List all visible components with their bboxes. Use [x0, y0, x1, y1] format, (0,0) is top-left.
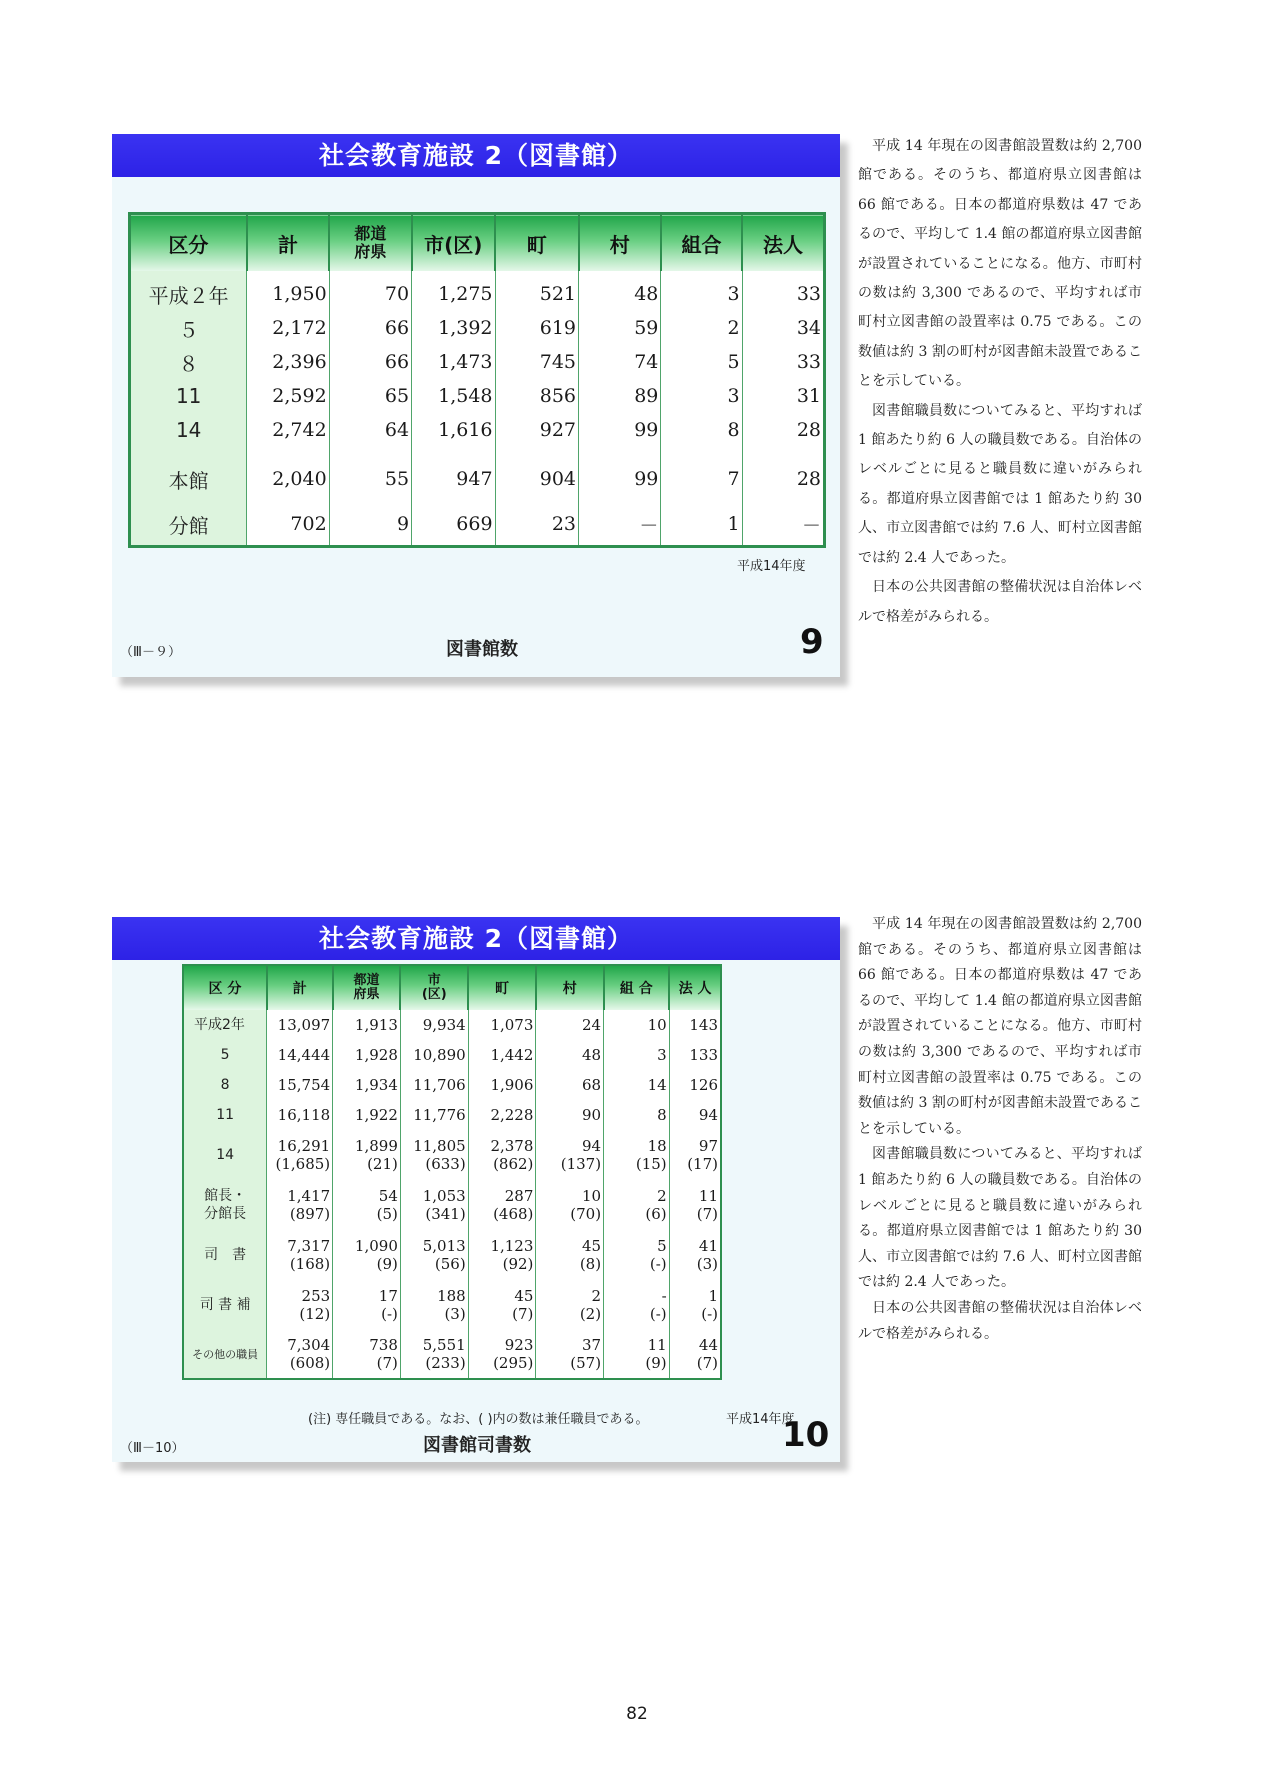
cell-full-time: 7,317: [287, 1237, 331, 1255]
cell-full-time: 16,291: [277, 1137, 331, 1155]
cell-union: 3: [661, 379, 742, 413]
cell-full-time: 287: [504, 1187, 534, 1205]
header-row: [183, 965, 721, 1010]
header-city: [400, 965, 468, 1010]
cell-town: 927: [495, 413, 578, 447]
commentary-paragraph: 図書館職員数についてみると、平均すれば 1 館あたり約 6 人の職員数である。自治体のレベルごとに見ると職員数に違いがみられる。都道府県立図書館では 1 館あたり約 30 人、市立図書館では約 7.6 人、町村立図書館では約 2.4 人であった。: [858, 402, 1142, 566]
cell-union: [604, 1230, 670, 1280]
cell-part-time: (5): [376, 1205, 398, 1223]
cell-full-time: 1,123: [490, 1237, 534, 1255]
cell-total: 2,742: [247, 413, 329, 447]
cell-union: 8: [604, 1100, 670, 1130]
row-label: 8: [183, 1070, 267, 1100]
cell-prefecture: 70: [329, 271, 411, 311]
cell-part-time: (56): [434, 1255, 466, 1273]
library-count-table: [128, 212, 826, 548]
row-label: 11: [130, 379, 247, 413]
table-row: [183, 1280, 721, 1330]
cell-union: [604, 1180, 670, 1230]
cell-corporation: [669, 1180, 721, 1230]
cell-part-time: (7): [696, 1354, 718, 1372]
cell-prefecture: 1,928: [333, 1040, 401, 1070]
header-city-line2: (区): [421, 987, 447, 1002]
cell-city: 947: [412, 447, 495, 503]
cell-union: [604, 1330, 670, 1379]
commentary-1: [858, 132, 1142, 632]
section-number: （Ⅲ－９）: [120, 645, 181, 660]
cell-city: 669: [412, 503, 495, 547]
cell-full-time: 11,805: [413, 1137, 466, 1155]
cell-village: 89: [579, 379, 661, 413]
cell-prefecture: [333, 1180, 401, 1230]
cell-village: 48: [536, 1040, 604, 1070]
header-prefecture-line2: 府県: [353, 987, 380, 1002]
cell-town: [468, 1280, 536, 1330]
cell-part-time: (70): [570, 1205, 602, 1223]
table-row: [130, 311, 825, 345]
cell-full-time: 54: [378, 1187, 398, 1205]
cell-full-time: 18: [647, 1137, 667, 1155]
commentary-paragraph: 図書館職員数についてみると、平均すれば 1 館あたり約 6 人の職員数である。自治体のレベルごとに見ると職員数に違いがみられる。都道府県立図書館では 1 館あたり約 30 人、市立図書館では約 7.6 人、町村立図書館では約 2.4 人であった。: [858, 1146, 1142, 1291]
slide-title: 社会教育施設 2（図書館）: [112, 917, 840, 960]
table-row: [130, 447, 825, 503]
table-row: [130, 503, 825, 547]
cell-total: 2,040: [247, 447, 329, 503]
row-label: 司 書: [183, 1230, 267, 1280]
cell-part-time: (468): [493, 1205, 534, 1223]
header-prefecture: [329, 214, 411, 272]
header-category: 区分: [130, 214, 247, 272]
slide-caption: 図書館司書数: [423, 1435, 531, 1456]
table-row: [183, 1070, 721, 1100]
cell-town: [468, 1330, 536, 1379]
header-city-line1: 市: [427, 973, 441, 988]
cell-part-time: (-): [701, 1305, 718, 1323]
row-label: 本館: [130, 447, 247, 503]
cell-full-time: 1,899: [354, 1137, 398, 1155]
cell-union: 14: [604, 1070, 670, 1100]
header-category: 区 分: [183, 965, 267, 1010]
cell-corporation: [669, 1280, 721, 1330]
cell-part-time: (21): [367, 1155, 398, 1173]
cell-prefecture: [333, 1330, 401, 1379]
table-row: [183, 1010, 721, 1040]
cell-part-time: (7): [376, 1354, 398, 1372]
cell-full-time: 1,053: [422, 1187, 466, 1205]
cell-city: 1,548: [412, 379, 495, 413]
cell-part-time: (12): [299, 1305, 331, 1323]
cell-union: 1: [661, 503, 742, 547]
cell-full-time: 37: [581, 1336, 602, 1354]
cell-city: 11,776: [400, 1100, 468, 1130]
cell-corporation: 31: [796, 385, 821, 407]
cell-corporation: [669, 1230, 721, 1280]
cell-corporation: 126: [689, 1076, 718, 1094]
row-label: 14: [183, 1130, 267, 1180]
cell-corporation: 33: [796, 351, 821, 373]
cell-part-time: (-): [649, 1255, 667, 1273]
header-prefecture-line1: 都道: [354, 224, 387, 243]
cell-town: [468, 1230, 536, 1280]
cell-part-time: (92): [502, 1255, 534, 1273]
header-town: 町: [495, 214, 578, 272]
header-prefecture-line1: 都道: [353, 973, 380, 988]
cell-part-time: (1,685): [275, 1155, 331, 1173]
cell-full-time: 45: [514, 1287, 534, 1305]
cell-full-time: 253: [301, 1287, 331, 1305]
cell-city: 9,934: [400, 1010, 468, 1040]
cell-part-time: (7): [696, 1205, 718, 1223]
cell-full-time: 2: [591, 1287, 602, 1305]
cell-total: [267, 1130, 333, 1180]
table-row: [130, 271, 825, 311]
cell-part-time: (9): [376, 1255, 398, 1273]
cell-total: 14,444: [267, 1040, 333, 1070]
cell-city: [400, 1280, 468, 1330]
cell-full-time: 1: [708, 1287, 718, 1305]
cell-full-time: 17: [378, 1287, 398, 1305]
cell-town: [468, 1180, 536, 1230]
cell-part-time: (137): [560, 1155, 602, 1173]
cell-part-time: (341): [425, 1205, 466, 1223]
row-label: 平成2年: [183, 1010, 267, 1040]
row-label-text: その他の職員: [192, 1347, 259, 1361]
cell-town: 521: [495, 271, 578, 311]
row-label: 11: [183, 1100, 267, 1130]
cell-prefecture: 1,922: [333, 1100, 401, 1130]
cell-union: [604, 1280, 670, 1330]
cell-city: 10,890: [400, 1040, 468, 1070]
cell-total: 2,592: [247, 379, 329, 413]
cell-part-time: (7): [512, 1305, 534, 1323]
cell-city: [400, 1330, 468, 1379]
header-row: [130, 214, 825, 272]
row-label: 5: [183, 1040, 267, 1070]
row-label: [183, 1180, 267, 1230]
cell-town: 23: [495, 503, 578, 547]
cell-village: [536, 1280, 604, 1330]
cell-part-time: (233): [425, 1354, 466, 1372]
cell-village: 48: [579, 271, 661, 311]
cell-part-time: (6): [645, 1205, 667, 1223]
cell-full-time: 41: [698, 1237, 718, 1255]
cell-village: [536, 1180, 604, 1230]
cell-town: 745: [495, 345, 578, 379]
cell-total: 1,950: [247, 271, 329, 311]
cell-corporation: [669, 1330, 721, 1379]
cell-city: 11,706: [400, 1070, 468, 1100]
cell-full-time: 738: [369, 1336, 398, 1354]
commentary-2: [858, 912, 1142, 1347]
cell-city: [400, 1230, 468, 1280]
cell-union: 7: [661, 447, 742, 503]
cell-part-time: (633): [425, 1155, 466, 1173]
row-label: 平成２年: [130, 271, 247, 311]
cell-part-time: (897): [289, 1205, 331, 1223]
cell-village: 59: [579, 311, 661, 345]
cell-prefecture: 9: [329, 503, 411, 547]
cell-village: 90: [536, 1100, 604, 1130]
table-row: [183, 1230, 721, 1280]
cell-village: 24: [536, 1010, 604, 1040]
slide-number: 9: [800, 622, 824, 662]
cell-prefecture: 66: [329, 345, 411, 379]
cell-city: [400, 1180, 468, 1230]
cell-total: [267, 1180, 333, 1230]
cell-part-time: (168): [289, 1255, 331, 1273]
slide-caption: 図書館数: [446, 639, 518, 660]
header-total: 計: [247, 214, 329, 272]
cell-corporation: 28: [796, 468, 821, 490]
commentary-paragraph: 日本の公共図書館の整備状況は自治体レベルで格差がみられる。: [858, 579, 1142, 625]
cell-part-time: (-): [381, 1305, 398, 1323]
cell-corporation: 143: [689, 1016, 718, 1034]
cell-full-time: 5,551: [422, 1336, 466, 1354]
cell-full-time: 5: [657, 1237, 667, 1255]
cell-full-time: 94: [581, 1137, 602, 1155]
cell-town: 619: [495, 311, 578, 345]
cell-city: 1,275: [412, 271, 495, 311]
cell-full-time: 1,417: [287, 1187, 331, 1205]
cell-part-time: (17): [687, 1155, 718, 1173]
table-row: [183, 1100, 721, 1130]
cell-prefecture: 1,913: [333, 1010, 401, 1040]
commentary-paragraph: 日本の公共図書館の整備状況は自治体レベルで格差がみられる。: [858, 1299, 1142, 1342]
header-prefecture: [333, 965, 401, 1010]
cell-corporation: 34: [796, 317, 821, 339]
cell-part-time: (295): [493, 1354, 534, 1372]
cell-village: 74: [579, 345, 661, 379]
header-prefecture-line2: 府県: [354, 242, 387, 261]
cell-village: [536, 1330, 604, 1379]
row-label: ５: [130, 311, 247, 345]
cell-full-time: 2,378: [490, 1137, 534, 1155]
cell-part-time: (15): [635, 1155, 667, 1173]
table-row: [183, 1330, 721, 1379]
cell-union: 2: [661, 311, 742, 345]
cell-prefecture: [333, 1230, 401, 1280]
cell-full-time: 10: [581, 1187, 602, 1205]
cell-prefecture: [333, 1130, 401, 1180]
cell-full-time: 97: [698, 1137, 718, 1155]
cell-union: 5: [661, 345, 742, 379]
cell-full-time: 11: [698, 1187, 718, 1205]
table-row: [183, 1180, 721, 1230]
header-total: 計: [267, 965, 333, 1010]
cell-total: 702: [247, 503, 329, 547]
table-note: (注) 専任職員である。なお、( )内の数は兼任職員である。: [308, 1412, 649, 1427]
cell-part-time: (9): [645, 1354, 667, 1372]
year-note: 平成14年度: [737, 559, 806, 574]
cell-corporation: 28: [796, 419, 821, 441]
cell-city: 1,473: [412, 345, 495, 379]
header-town: 町: [468, 965, 536, 1010]
cell-village: [536, 1130, 604, 1180]
cell-part-time: (3): [696, 1255, 718, 1273]
row-label: 分館: [130, 503, 247, 547]
cell-full-time: 7,304: [287, 1336, 331, 1354]
row-label: [183, 1330, 267, 1379]
cell-total: [267, 1330, 333, 1379]
cell-full-time: 923: [504, 1336, 534, 1354]
cell-village: 99: [579, 413, 661, 447]
header-union: 組合: [661, 214, 742, 272]
cell-corporation: 33: [796, 283, 821, 305]
cell-part-time: (608): [289, 1354, 331, 1372]
cell-full-time: 45: [581, 1237, 602, 1255]
cell-union: [604, 1130, 670, 1180]
cell-city: [400, 1130, 468, 1180]
row-label: 14: [130, 413, 247, 447]
cell-town: 1,073: [468, 1010, 536, 1040]
cell-total: 2,172: [247, 311, 329, 345]
librarian-count-table: [182, 964, 722, 1380]
cell-part-time: (-): [649, 1305, 667, 1323]
cell-union: 10: [604, 1010, 670, 1040]
year-note: 平成14年度: [726, 1412, 795, 1427]
cell-full-time: 11: [647, 1336, 667, 1354]
cell-prefecture: 65: [329, 379, 411, 413]
header-corporation: 法人: [742, 214, 824, 272]
commentary-paragraph: 平成 14 年現在の図書館設置数は約 2,700 館である。そのうち、都道府県立図書館は 66 館である。日本の都道府県数は 47 であるので、平均して 1.4 館の都道府県立図書館が設置されていることになる。他方、市町村の数は約 3,300 であるので、平均すれば市町村立図書館の設置率は 0.75 である。この数値は約 3 割の町村が図書館未設置であることを示している。: [858, 916, 1142, 1137]
slide-number: 10: [782, 1415, 830, 1455]
cell-full-time: 1,090: [354, 1237, 398, 1255]
table-row: [130, 379, 825, 413]
cell-full-time: 44: [698, 1336, 718, 1354]
cell-part-time: (2): [579, 1305, 602, 1323]
table-row: [130, 345, 825, 379]
cell-corporation: 94: [698, 1106, 718, 1124]
cell-corporation: 133: [689, 1046, 718, 1064]
cell-town: 2,228: [468, 1100, 536, 1130]
page-number: 82: [626, 1704, 648, 1724]
cell-prefecture: [333, 1280, 401, 1330]
cell-part-time: (8): [579, 1255, 602, 1273]
cell-city: 1,616: [412, 413, 495, 447]
cell-prefecture: 1,934: [333, 1070, 401, 1100]
cell-village: [536, 1230, 604, 1280]
cell-total: 13,097: [267, 1010, 333, 1040]
cell-full-time: -: [661, 1287, 667, 1305]
cell-union: 8: [661, 413, 742, 447]
cell-town: 856: [495, 379, 578, 413]
row-label: 司 書 補: [183, 1280, 267, 1330]
cell-city: 1,392: [412, 311, 495, 345]
cell-total: 2,396: [247, 345, 329, 379]
cell-part-time: (3): [444, 1305, 466, 1323]
cell-village: 68: [536, 1070, 604, 1100]
cell-total: 16,118: [267, 1100, 333, 1130]
cell-town: [468, 1130, 536, 1180]
librarian-count-slide: [112, 917, 840, 1462]
commentary-paragraph: 平成 14 年現在の図書館設置数は約 2,700 館である。そのうち、都道府県立図書館は 66 館である。日本の都道府県数は 47 であるので、平均して 1.4 館の都道府県立図書館が設置されていることになる。他方、市町村の数は約 3,300 であるので、平均すれば市町村立図書館の設置率は 0.75 である。この数値は約 3 割の町村が図書館未設置であることを示している。: [858, 138, 1142, 390]
cell-town: 904: [495, 447, 578, 503]
row-label-line2: 分館長: [204, 1206, 247, 1222]
cell-village: －: [579, 503, 661, 547]
table-row: [183, 1130, 721, 1180]
row-label-line1: 館長・: [204, 1188, 247, 1204]
cell-prefecture: 64: [329, 413, 411, 447]
cell-prefecture: 66: [329, 311, 411, 345]
cell-part-time: (862): [493, 1155, 534, 1173]
cell-union: 3: [604, 1040, 670, 1070]
cell-total: 15,754: [267, 1070, 333, 1100]
cell-town: 1,442: [468, 1040, 536, 1070]
table-row: [183, 1040, 721, 1070]
table-row: [130, 413, 825, 447]
header-union: 組 合: [604, 965, 670, 1010]
header-village: 村: [579, 214, 661, 272]
cell-union: 3: [661, 271, 742, 311]
cell-total: [267, 1230, 333, 1280]
section-number: （Ⅲ－10）: [120, 1441, 185, 1456]
cell-full-time: 188: [437, 1287, 466, 1305]
row-label: ８: [130, 345, 247, 379]
header-corporation: 法 人: [669, 965, 721, 1010]
cell-corporation: [669, 1130, 721, 1180]
cell-prefecture: 55: [329, 447, 411, 503]
cell-total: [267, 1280, 333, 1330]
cell-part-time: (57): [570, 1354, 602, 1372]
header-city: 市(区): [412, 214, 495, 272]
cell-full-time: 5,013: [422, 1237, 466, 1255]
library-count-slide: [112, 134, 840, 677]
cell-town: 1,906: [468, 1070, 536, 1100]
header-village: 村: [536, 965, 604, 1010]
cell-village: 99: [579, 447, 661, 503]
cell-corporation: －: [801, 514, 821, 537]
cell-full-time: 2: [657, 1187, 667, 1205]
slide-title: 社会教育施設 2（図書館）: [112, 134, 840, 177]
